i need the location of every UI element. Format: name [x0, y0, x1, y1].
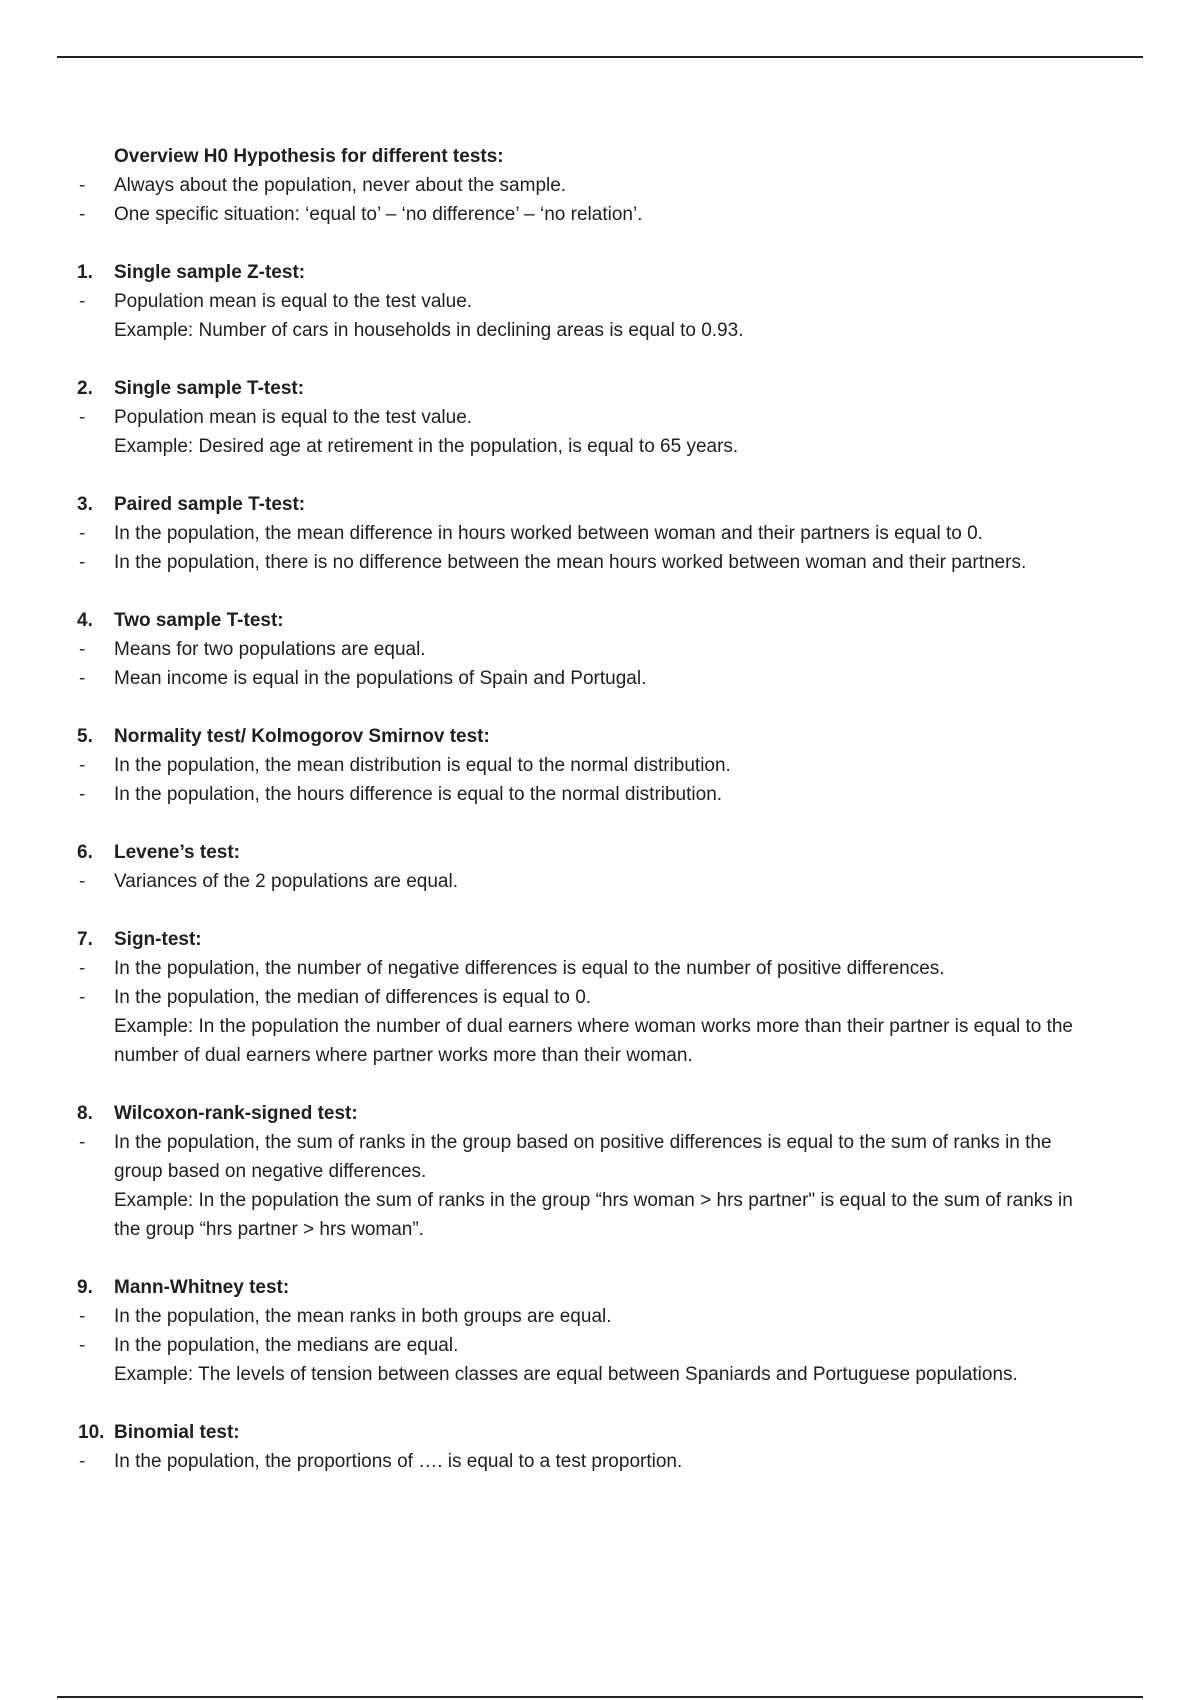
- section-title: Single sample Z-test:: [114, 262, 306, 283]
- list-item: [0, 780, 1200, 809]
- section-levenes-test: [0, 838, 1200, 896]
- section-heading: [0, 490, 1200, 519]
- bullet-dash: -: [79, 407, 86, 428]
- section-title: Single sample T-test:: [114, 378, 305, 399]
- example-text: Example: In the population the number of dual earners where woman works more than their partner is equal to the number of dual earners where partner works more than their woman.: [114, 1016, 1073, 1066]
- bullet-text: In the population, the number of negative differences is equal to the number of positive differences.: [114, 958, 945, 979]
- bullet-dash: -: [79, 204, 86, 225]
- example-text: Example: Number of cars in households in declining areas is equal to 0.93.: [114, 320, 744, 341]
- section-title: Two sample T-test:: [114, 610, 284, 631]
- example-text: Example: The levels of tension between classes are equal between Spaniards and Portuguese populations.: [114, 1364, 1018, 1385]
- section-sign-test: [0, 925, 1200, 1070]
- bullet-text: Mean income is equal in the populations of Spain and Portugal.: [114, 668, 647, 689]
- bullet-text: Population mean is equal to the test value.: [114, 407, 473, 428]
- bullet-text: One specific situation: ‘equal to’ – ‘no difference’ – ‘no relation’.: [114, 204, 643, 225]
- bullet-dash: -: [79, 1132, 86, 1153]
- section-heading: [0, 606, 1200, 635]
- overview-title: Overview H0 Hypothesis for different tests:: [114, 146, 504, 167]
- list-item: [0, 1331, 1200, 1360]
- bullet-text: In the population, the mean difference in hours worked between woman and their partners is equal to 0.: [114, 523, 983, 544]
- section-heading: [0, 925, 1200, 954]
- header-rule: [57, 56, 1143, 58]
- list-item: [0, 1447, 1200, 1476]
- bullet-text: In the population, there is no difference between the mean hours worked between woman and their partners.: [114, 552, 1027, 573]
- footer-rule: [57, 1696, 1143, 1698]
- section-title: Binomial test:: [114, 1422, 240, 1443]
- section-mann-whitney-test: [0, 1273, 1200, 1389]
- section-number: 7.: [77, 929, 93, 950]
- section-number: 10.: [78, 1422, 105, 1443]
- section-number: 9.: [77, 1277, 93, 1298]
- bullet-dash: -: [79, 1306, 86, 1327]
- example-text: Example: In the population the sum of ranks in the group “hrs woman > hrs partner" is equal to the sum of ranks in the group “hrs partner > hrs woman”.: [114, 1190, 1073, 1240]
- section-number: 5.: [77, 726, 93, 747]
- section-heading: [0, 1273, 1200, 1302]
- list-item: [0, 403, 1200, 432]
- bullet-dash: -: [79, 1335, 86, 1356]
- list-item: [0, 548, 1200, 577]
- section-number: 4.: [77, 610, 93, 631]
- bullet-text: In the population, the medians are equal.: [114, 1335, 459, 1356]
- document-body: [0, 142, 1200, 1476]
- section-single-sample-z-test: [0, 258, 1200, 345]
- section-heading: [0, 1418, 1200, 1447]
- list-item: [0, 200, 1200, 229]
- bullet-dash: -: [79, 871, 86, 892]
- bullet-dash: -: [79, 755, 86, 776]
- section-heading: [0, 1099, 1200, 1128]
- bullet-dash: -: [79, 784, 86, 805]
- section-heading: [0, 838, 1200, 867]
- section-title: Sign-test:: [114, 929, 202, 950]
- bullet-text: In the population, the mean ranks in both groups are equal.: [114, 1306, 612, 1327]
- bullet-dash: -: [79, 639, 86, 660]
- example-text: Example: Desired age at retirement in the population, is equal to 65 years.: [114, 436, 739, 457]
- list-item: [0, 983, 1200, 1012]
- list-item: [0, 664, 1200, 693]
- bullet-text: Means for two populations are equal.: [114, 639, 426, 660]
- bullet-dash: -: [79, 668, 86, 689]
- section-heading: [0, 722, 1200, 751]
- list-item: [0, 1128, 1200, 1186]
- section-paired-sample-t-test: [0, 490, 1200, 577]
- bullet-text: In the population, the proportions of …. is equal to a test proportion.: [114, 1451, 683, 1472]
- section-heading: [0, 258, 1200, 287]
- list-item: [0, 954, 1200, 983]
- bullet-dash: -: [79, 958, 86, 979]
- section-binomial-test: [0, 1418, 1200, 1476]
- section-number: 2.: [77, 378, 93, 399]
- section-wilcoxon-test: [0, 1099, 1200, 1244]
- bullet-dash: -: [79, 1451, 86, 1472]
- list-item: [0, 751, 1200, 780]
- section-title: Levene’s test:: [114, 842, 241, 863]
- section-title: Mann-Whitney test:: [114, 1277, 290, 1298]
- list-item: [0, 519, 1200, 548]
- bullet-text: In the population, the median of differences is equal to 0.: [114, 987, 592, 1008]
- bullet-text: In the population, the hours difference is equal to the normal distribution.: [114, 784, 723, 805]
- bullet-text: Always about the population, never about the sample.: [114, 175, 567, 196]
- bullet-dash: -: [79, 552, 86, 573]
- section-title: Paired sample T-test:: [114, 494, 306, 515]
- bullet-dash: -: [79, 523, 86, 544]
- list-item: [0, 287, 1200, 316]
- bullet-dash: -: [79, 175, 86, 196]
- section-heading: [0, 374, 1200, 403]
- section-two-sample-t-test: [0, 606, 1200, 693]
- section-number: 3.: [77, 494, 93, 515]
- list-item: [0, 635, 1200, 664]
- bullet-dash: -: [79, 291, 86, 312]
- overview-block: [0, 142, 1200, 229]
- list-item: [0, 867, 1200, 896]
- section-title: Normality test/ Kolmogorov Smirnov test:: [114, 726, 490, 747]
- list-item: [0, 171, 1200, 200]
- list-item: [0, 1302, 1200, 1331]
- bullet-text: In the population, the sum of ranks in the group based on positive differences is equal to the sum of ranks in the group based on negative differences.: [114, 1132, 1052, 1182]
- bullet-text: In the population, the mean distribution is equal to the normal distribution.: [114, 755, 731, 776]
- section-number: 8.: [77, 1103, 93, 1124]
- section-normality-test: [0, 722, 1200, 809]
- bullet-text: Population mean is equal to the test value.: [114, 291, 473, 312]
- bullet-text: Variances of the 2 populations are equal.: [114, 871, 458, 892]
- section-number: 6.: [77, 842, 93, 863]
- section-single-sample-t-test: [0, 374, 1200, 461]
- bullet-dash: -: [79, 987, 86, 1008]
- section-title: Wilcoxon-rank-signed test:: [114, 1103, 358, 1124]
- section-number: 1.: [77, 262, 93, 283]
